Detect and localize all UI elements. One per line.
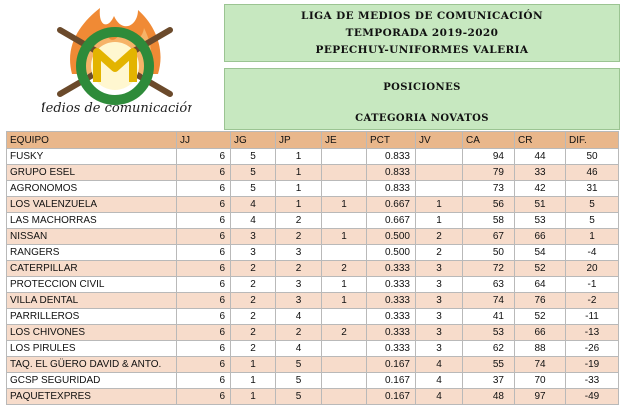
stat-cell: 1: [566, 229, 619, 245]
stat-cell: 2: [276, 261, 322, 277]
sponsor-title: PEPECHUY-UNIFORMES VALERIA: [315, 44, 529, 56]
table-row: [7, 149, 619, 165]
stat-cell: [322, 149, 367, 165]
stat-cell: 1: [322, 277, 367, 293]
stat-cell: 1: [231, 389, 276, 405]
stat-cell: 66: [515, 229, 566, 245]
stat-cell: [322, 213, 367, 229]
team-name-cell: CATERPILLAR: [7, 261, 177, 277]
stat-cell: 54: [515, 245, 566, 261]
section-title: POSICIONES: [383, 82, 461, 93]
stat-cell: 3: [276, 277, 322, 293]
stat-cell: 0.833: [367, 181, 416, 197]
table-row: [7, 229, 619, 245]
stat-cell: 52: [515, 309, 566, 325]
stat-cell: 1: [276, 197, 322, 213]
stat-cell: 6: [177, 213, 231, 229]
table-row: [7, 389, 619, 405]
season-title: TEMPORADA 2019-2020: [345, 27, 499, 39]
table-body: [7, 149, 619, 405]
stat-cell: 6: [177, 389, 231, 405]
stat-cell: 0.333: [367, 341, 416, 357]
stat-cell: 52: [515, 261, 566, 277]
stat-cell: -19: [566, 357, 619, 373]
stat-cell: 3: [416, 309, 463, 325]
stat-cell: 6: [177, 261, 231, 277]
stat-cell: 63: [463, 277, 515, 293]
stat-cell: 97: [515, 389, 566, 405]
stat-cell: [416, 165, 463, 181]
stat-cell: -26: [566, 341, 619, 357]
stat-cell: 76: [515, 293, 566, 309]
stat-cell: 2: [276, 213, 322, 229]
stat-cell: [416, 149, 463, 165]
stat-cell: 64: [515, 277, 566, 293]
stat-cell: 44: [515, 149, 566, 165]
stat-cell: 0.333: [367, 293, 416, 309]
stat-cell: 4: [276, 341, 322, 357]
table-row: [7, 277, 619, 293]
stat-cell: 4: [231, 213, 276, 229]
stat-cell: 3: [231, 229, 276, 245]
stat-cell: 6: [177, 229, 231, 245]
team-name-cell: VILLA DENTAL: [7, 293, 177, 309]
column-header: EQUIPO: [7, 132, 177, 149]
table-row: [7, 309, 619, 325]
table-row: [7, 213, 619, 229]
stat-cell: 2: [276, 325, 322, 341]
stat-cell: 6: [177, 309, 231, 325]
table-row: [7, 373, 619, 389]
stat-cell: 2: [322, 261, 367, 277]
league-logo: [42, 4, 192, 128]
stat-cell: -2: [566, 293, 619, 309]
stat-cell: 2: [416, 245, 463, 261]
stat-cell: [416, 181, 463, 197]
stat-cell: 2: [322, 325, 367, 341]
stat-cell: 6: [177, 325, 231, 341]
stat-cell: 1: [416, 213, 463, 229]
table-row: [7, 341, 619, 357]
stat-cell: 4: [416, 389, 463, 405]
team-name-cell: LOS VALENZUELA: [7, 197, 177, 213]
stat-cell: 2: [231, 325, 276, 341]
category-title: CATEGORIA NOVATOS: [355, 113, 489, 124]
stat-cell: 2: [231, 261, 276, 277]
league-banner: [224, 4, 620, 62]
column-header: JE: [322, 132, 367, 149]
stat-cell: 5: [276, 373, 322, 389]
stat-cell: 53: [515, 213, 566, 229]
stat-cell: 1: [231, 357, 276, 373]
stat-cell: 70: [515, 373, 566, 389]
stat-cell: 2: [231, 277, 276, 293]
team-name-cell: TAQ. EL GÜERO DAVID & ANTO.: [7, 357, 177, 373]
stat-cell: 0.500: [367, 229, 416, 245]
stat-cell: 6: [177, 181, 231, 197]
stat-cell: 42: [515, 181, 566, 197]
stat-cell: 5: [566, 197, 619, 213]
stat-cell: 0.333: [367, 325, 416, 341]
stat-cell: 20: [566, 261, 619, 277]
stat-cell: 74: [463, 293, 515, 309]
stat-cell: [322, 245, 367, 261]
stat-cell: 0.833: [367, 165, 416, 181]
stat-cell: 1: [322, 293, 367, 309]
stat-cell: 3: [416, 293, 463, 309]
stat-cell: 4: [276, 309, 322, 325]
stat-cell: 1: [276, 181, 322, 197]
stat-cell: 3: [416, 341, 463, 357]
stat-cell: 46: [566, 165, 619, 181]
stat-cell: 0.833: [367, 149, 416, 165]
stat-cell: -11: [566, 309, 619, 325]
stat-cell: 33: [515, 165, 566, 181]
stat-cell: 6: [177, 165, 231, 181]
stat-cell: 6: [177, 357, 231, 373]
table-row: [7, 165, 619, 181]
stat-cell: 2: [231, 293, 276, 309]
stat-cell: 5: [276, 389, 322, 405]
stat-cell: 62: [463, 341, 515, 357]
stat-cell: -4: [566, 245, 619, 261]
standings-banner: [224, 68, 620, 130]
stat-cell: 51: [515, 197, 566, 213]
team-name-cell: LOS PIRULES: [7, 341, 177, 357]
stat-cell: 1: [231, 373, 276, 389]
stat-cell: [322, 357, 367, 373]
stat-cell: 53: [463, 325, 515, 341]
stat-cell: [322, 341, 367, 357]
stat-cell: 67: [463, 229, 515, 245]
stat-cell: 1: [416, 197, 463, 213]
stat-cell: 73: [463, 181, 515, 197]
stat-cell: 6: [177, 277, 231, 293]
stat-cell: 3: [416, 261, 463, 277]
stat-cell: 2: [231, 309, 276, 325]
stat-cell: 0.167: [367, 389, 416, 405]
stat-cell: 6: [177, 341, 231, 357]
stat-cell: 3: [276, 245, 322, 261]
stat-cell: 0.333: [367, 309, 416, 325]
stat-cell: 1: [322, 197, 367, 213]
team-name-cell: NISSAN: [7, 229, 177, 245]
stat-cell: 0.167: [367, 357, 416, 373]
stat-cell: 3: [416, 325, 463, 341]
column-header: CR: [515, 132, 566, 149]
column-header: JJ: [177, 132, 231, 149]
stat-cell: 79: [463, 165, 515, 181]
stat-cell: 0.667: [367, 197, 416, 213]
table-row: [7, 293, 619, 309]
team-name-cell: GCSP SEGURIDAD: [7, 373, 177, 389]
stat-cell: 0.167: [367, 373, 416, 389]
stat-cell: [322, 309, 367, 325]
stat-cell: 5: [276, 357, 322, 373]
team-name-cell: AGRONOMOS: [7, 181, 177, 197]
stat-cell: 3: [276, 293, 322, 309]
column-header: JV: [416, 132, 463, 149]
stat-cell: 94: [463, 149, 515, 165]
team-name-cell: RANGERS: [7, 245, 177, 261]
table-row: [7, 245, 619, 261]
stat-cell: [322, 373, 367, 389]
stat-cell: -1: [566, 277, 619, 293]
stat-cell: 6: [177, 245, 231, 261]
column-header: DIF.: [566, 132, 619, 149]
team-name-cell: PARRILLEROS: [7, 309, 177, 325]
stat-cell: 55: [463, 357, 515, 373]
column-header: JP: [276, 132, 322, 149]
stat-cell: 1: [276, 149, 322, 165]
stat-cell: 5: [566, 213, 619, 229]
team-name-cell: GRUPO ESEL: [7, 165, 177, 181]
stat-cell: 2: [231, 341, 276, 357]
stat-cell: 4: [416, 357, 463, 373]
stat-cell: 66: [515, 325, 566, 341]
stat-cell: 48: [463, 389, 515, 405]
stat-cell: 6: [177, 149, 231, 165]
stat-cell: 2: [416, 229, 463, 245]
stat-cell: 3: [231, 245, 276, 261]
team-name-cell: LOS CHIVONES: [7, 325, 177, 341]
stat-cell: -13: [566, 325, 619, 341]
stat-cell: 0.333: [367, 277, 416, 293]
stat-cell: 41: [463, 309, 515, 325]
stat-cell: 88: [515, 341, 566, 357]
stat-cell: 0.333: [367, 261, 416, 277]
table-row: [7, 357, 619, 373]
stat-cell: 0.500: [367, 245, 416, 261]
stat-cell: 5: [231, 181, 276, 197]
stat-cell: 72: [463, 261, 515, 277]
stat-cell: 4: [231, 197, 276, 213]
stat-cell: 37: [463, 373, 515, 389]
team-name-cell: PROTECCION CIVIL: [7, 277, 177, 293]
stat-cell: 1: [276, 165, 322, 181]
stat-cell: 74: [515, 357, 566, 373]
stat-cell: 6: [177, 197, 231, 213]
stat-cell: [322, 389, 367, 405]
stat-cell: 1: [322, 229, 367, 245]
stat-cell: [322, 181, 367, 197]
stat-cell: 3: [416, 277, 463, 293]
stat-cell: 6: [177, 373, 231, 389]
stat-cell: -49: [566, 389, 619, 405]
stat-cell: [322, 165, 367, 181]
table-row: [7, 181, 619, 197]
column-header: JG: [231, 132, 276, 149]
standings-table: [6, 131, 619, 405]
stat-cell: 56: [463, 197, 515, 213]
table-header-row: [7, 132, 619, 149]
stat-cell: 6: [177, 293, 231, 309]
column-header: CA: [463, 132, 515, 149]
stat-cell: -33: [566, 373, 619, 389]
team-name-cell: PAQUETEXPRES: [7, 389, 177, 405]
stat-cell: 2: [276, 229, 322, 245]
stat-cell: 50: [463, 245, 515, 261]
table-row: [7, 261, 619, 277]
stat-cell: 58: [463, 213, 515, 229]
stat-cell: 0.667: [367, 213, 416, 229]
stat-cell: 4: [416, 373, 463, 389]
table-row: [7, 197, 619, 213]
stat-cell: 31: [566, 181, 619, 197]
svg-text:Medios de comunicación: Medios de comunicación: [42, 101, 192, 116]
league-title: LIGA DE MEDIOS DE COMUNICACIÓN: [301, 10, 543, 22]
stat-cell: 5: [231, 149, 276, 165]
team-name-cell: FUSKY: [7, 149, 177, 165]
column-header: PCT: [367, 132, 416, 149]
stat-cell: 5: [231, 165, 276, 181]
stat-cell: 50: [566, 149, 619, 165]
table-row: [7, 325, 619, 341]
team-name-cell: LAS MACHORRAS: [7, 213, 177, 229]
